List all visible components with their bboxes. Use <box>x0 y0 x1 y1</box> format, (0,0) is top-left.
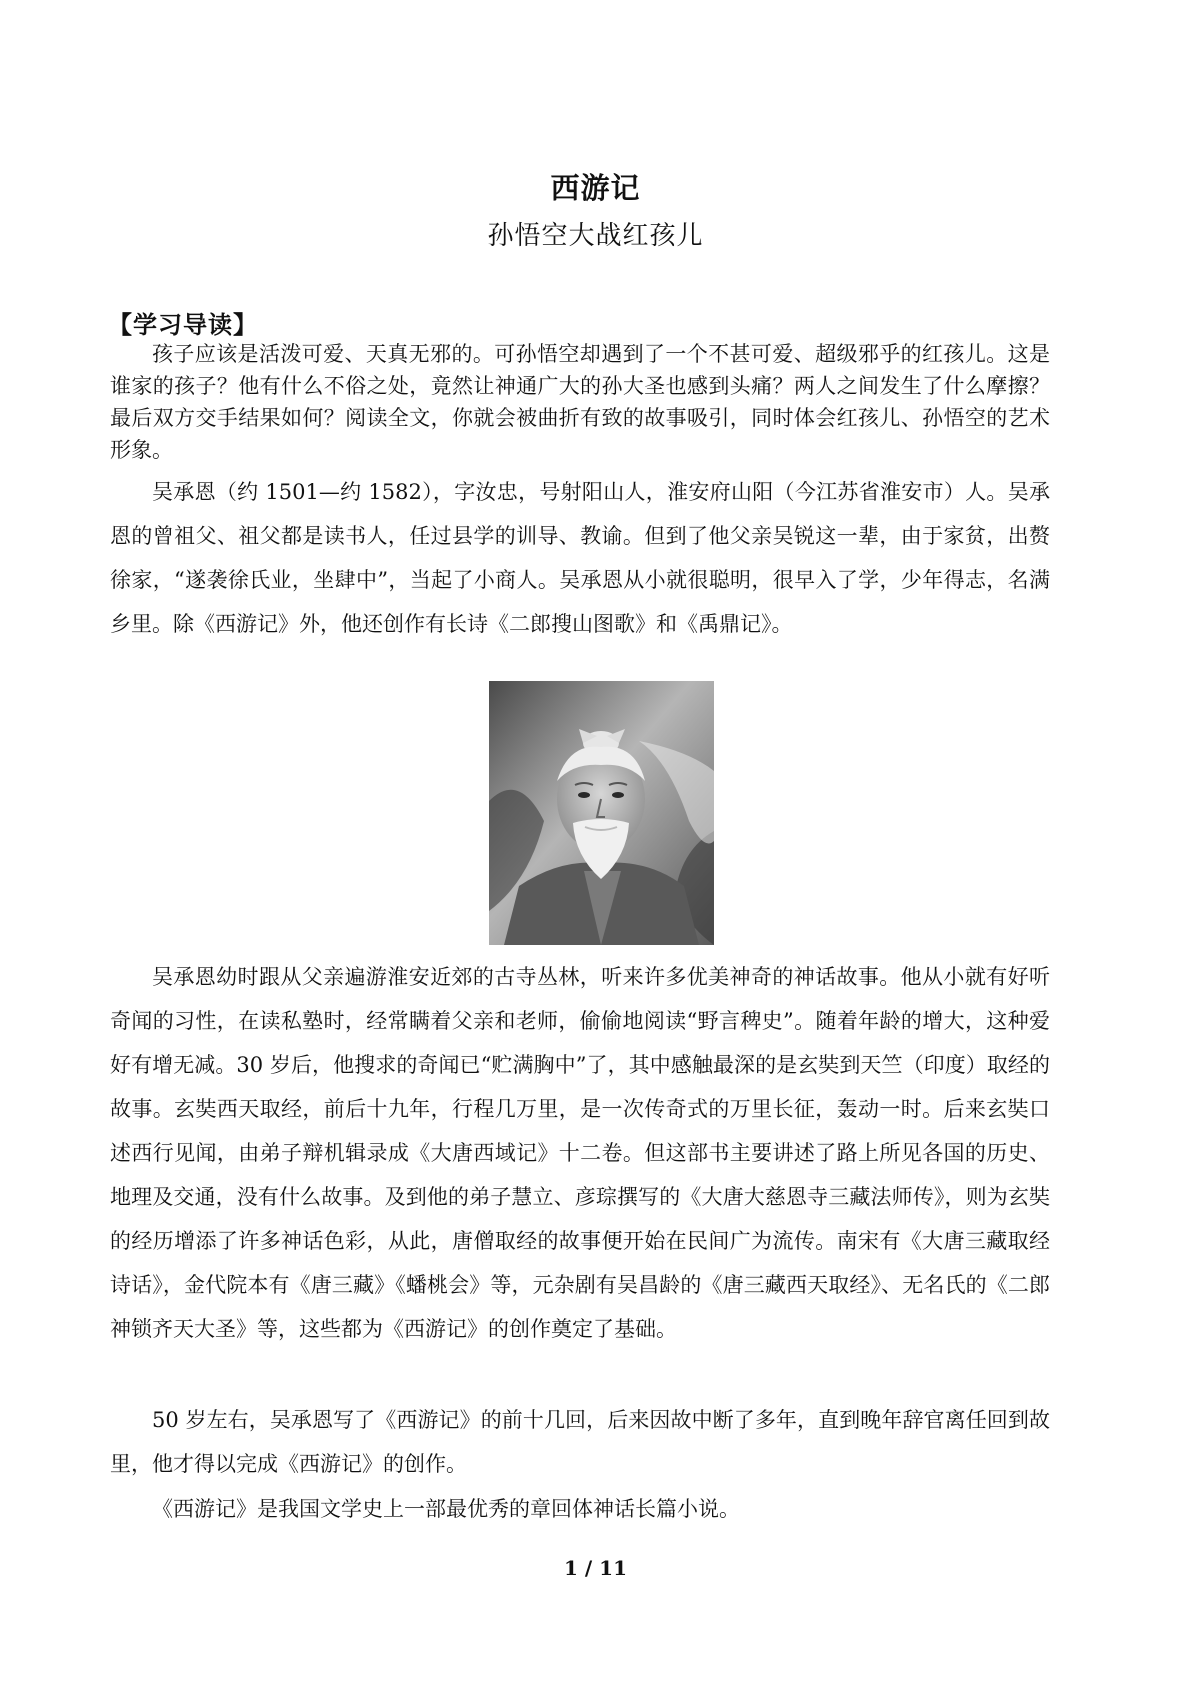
bio-paragraph-3: 50 岁左右，吴承恩写了《西游记》的前十几回，后来因故中断了多年，直到晚年辞官离任回到故里，他才得以完成《西游记》的创作。 <box>110 1408 1050 1476</box>
bio-paragraph-1: 吴承恩（约 1501—约 1582），字汝忠，号射阳山人，淮安府山阳（今江苏省淮安市）人。吴承恩的曾祖父、祖父都是读书人，任过县学的训导、教谕。但到了他父亲吴锐这一辈，由于家贫，出赘徐家，“遂袭徐氏业，坐肆中”，当起了小商人。吴承恩从小就很聪明，很早入了学，少年得志，名满乡里。除《西游记》外，他还创作有长诗《二郎搜山图歌》和《禹鼎记》。 <box>110 480 1050 636</box>
section-heading: 【学习导读】 <box>108 311 258 339</box>
author-portrait-image <box>489 681 714 945</box>
document-subtitle: 孙悟空大战红孩儿 <box>487 221 704 251</box>
intro-paragraph: 孩子应该是活泼可爱、天真无邪的。可孙悟空却遇到了一个不甚可爱、超级邪乎的红孩儿。这是谁家的孩子？他有什么不俗之处，竟然让神通广大的孙大圣也感到头痛？两人之间发生了什么摩擦？最后双方交手结果如何？阅读全文，你就会被曲折有致的故事吸引，同时体会红孩儿、孙悟空的艺术形象。 <box>110 342 1050 462</box>
document-title: 西游记 <box>550 171 641 205</box>
bio-paragraph-4: 《西游记》是我国文学史上一部最优秀的章回体神话长篇小说。 <box>152 1497 740 1521</box>
bio-paragraph-2: 吴承恩幼时跟从父亲遍游淮安近郊的古寺丛林，听来许多优美神奇的神话故事。他从小就有好听奇闻的习性，在读私塾时，经常瞒着父亲和老师，偷偷地阅读“野言稗史”。随着年龄的增大，这种爱好有增无减。30 岁后，他搜求的奇闻已“贮满胸中”了，其中感触最深的是玄奘到天竺（印度）取经的故事。玄奘西天取经，前后十九年，行程几万里，是一次传奇式的万里长征，轰动一时。后来玄奘口述西行见闻，由弟子辩机辑录成《大唐西域记》十二卷。但这部书主要讲述了路上所见各国的历史、地理及交通，没有什么故事。及到他的弟子慧立、彦琮撰写的《大唐大慈恩寺三藏法师传》，则为玄奘的经历增添了许多神话色彩，从此，唐僧取经的故事便开始在民间广为流传。南宋有《大唐三藏取经诗话》，金代院本有《唐三藏》《蟠桃会》等，元杂剧有吴昌龄的《唐三藏西天取经》、无名氏的《二郎神锁齐天大圣》等，这些都为《西游记》的创作奠定了基础。 <box>110 965 1050 1341</box>
page-number: 1 / 11 <box>564 1556 627 1580</box>
